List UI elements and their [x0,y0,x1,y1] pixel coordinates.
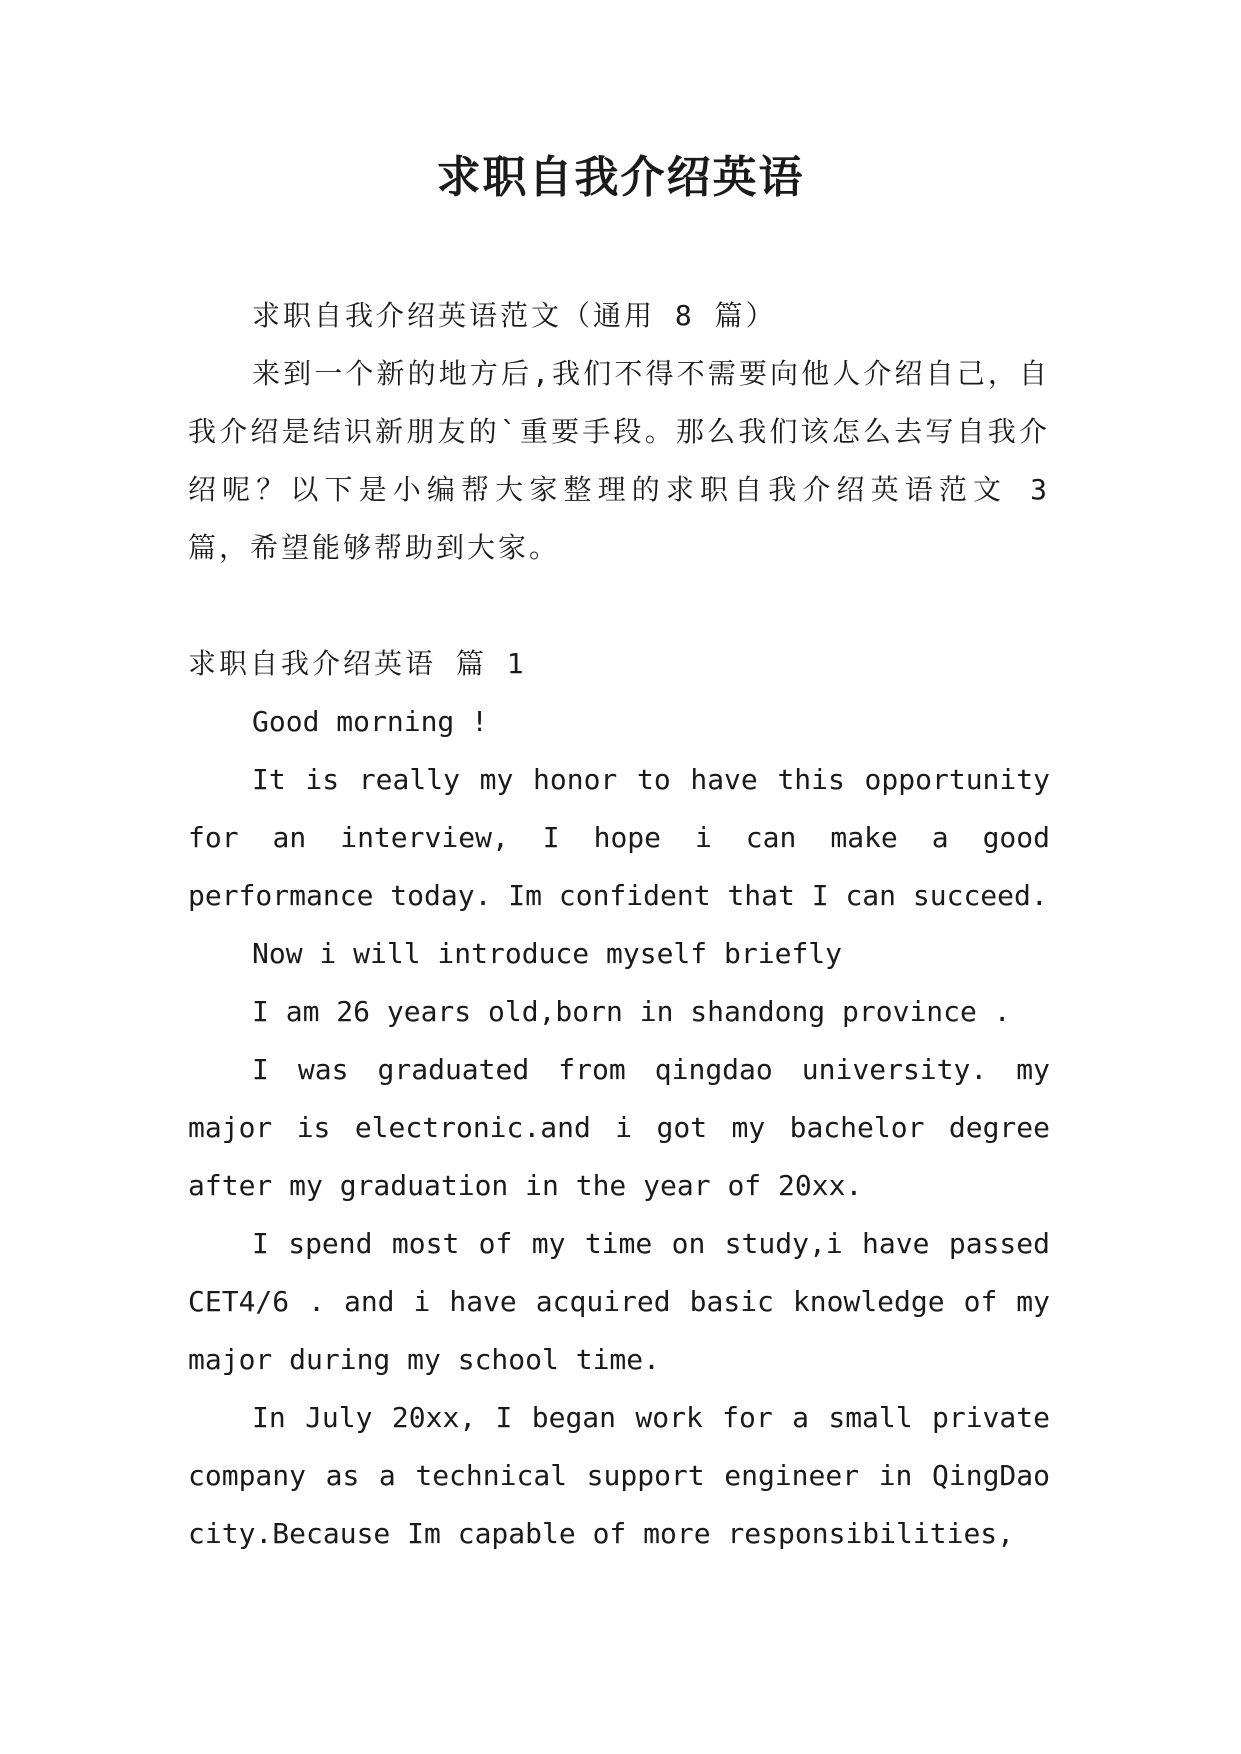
body-paragraph-work: In July 20xx, I began work for a small private company as a technical support engineer in QingDao city.Because Im capable of more responsibilities, [188,1401,1050,1550]
body-paragraph-greeting: Good morning ! [252,705,489,738]
paragraph-spacer [188,577,1050,635]
body-paragraph-honor: It is really my honor to have this opportunity for an interview, I hope i can make a good performance today. Im confident that I can succeed. [188,763,1050,912]
section-heading: 求职自我介绍英语 篇 1 [188,647,527,680]
document-title: 求职自我介绍英语 [436,152,805,203]
document-body [188,287,1050,1563]
body-paragraph-education: I was graduated from qingdao university. my major is electronic.and i got my bachelor degree after my graduation in the year of 20xx. [188,1053,1050,1202]
body-paragraph-study: I spend most of my time on study,i have passed CET4/6 . and i have acquired basic knowledge of my major during my school time. [188,1227,1050,1376]
body-paragraph-introduce: Now i will introduce myself briefly [252,937,843,970]
body-paragraph-age: I am 26 years old,born in shandong province . [252,995,1011,1028]
document-subtitle: 求职自我介绍英语范文（通用 8 篇） [252,299,777,332]
intro-paragraph: 来到一个新的地方后,我们不得不需要向他人介绍自己，自我介绍是结识新朋友的`重要手段。那么我们该怎么去写自我介绍呢？以下是小编帮大家整理的求职自我介绍英语范文 3 篇，希望能够帮助到大家。 [188,357,1050,564]
